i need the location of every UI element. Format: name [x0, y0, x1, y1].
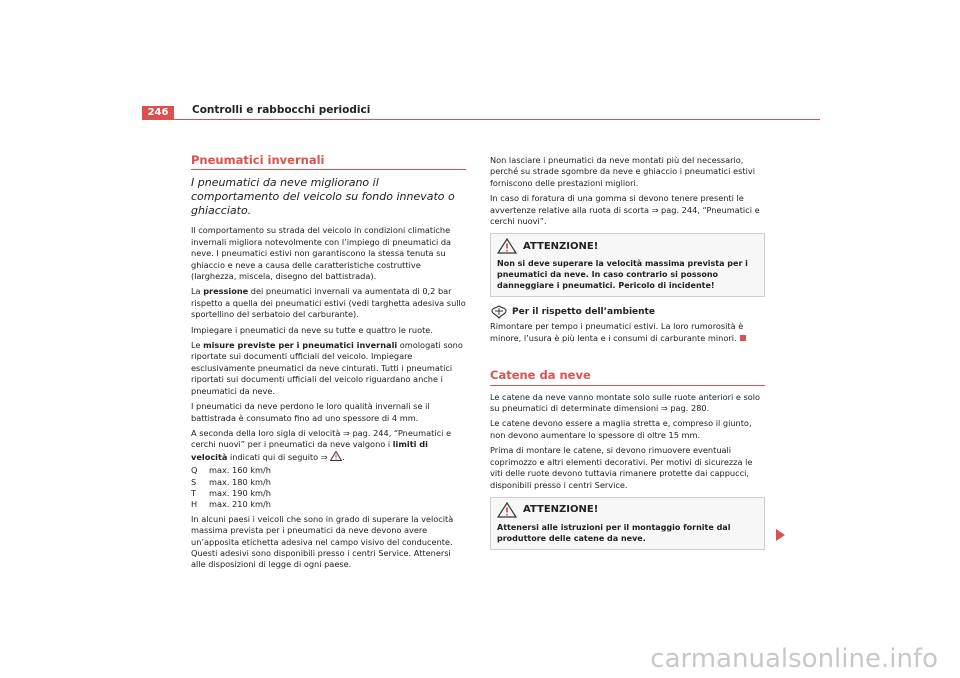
paragraph: Prima di montare le catene, si devono rimuovere eventuali coprimozzo e altri elementi decorativi. Per motivi di sicurezza le viti delle ruote devono tuttavia rimanere protette dai cappucci, disponibili presso i centri Service. — [490, 445, 753, 490]
page-number: 246 — [142, 106, 174, 119]
paragraph: Le misure previste per i pneumatici invernali omologati sono riportate sui documenti ufficiali del veicolo. Impiegare esclusivamente pneumatici da neve cinturati. Tutti i pneumatici riportati sui documenti ufficiali del veicolo riguardano anche i pneumatici da neve. — [191, 340, 463, 396]
speed-row: H max. 210 km/h — [191, 499, 271, 510]
header-rule — [142, 119, 820, 120]
section-rule — [191, 169, 466, 170]
paragraph: A seconda della loro sigla di velocità ⇒ pag. 244, “Pneumatici e cerchi nuovi” per i pneumatici da neve valgono i limiti di velocità indicati qui di seguito ⇒ . — [191, 427, 451, 462]
warning-box — [490, 233, 765, 297]
warning-text: Attenersi alle istruzioni per il montaggio fornite dal produttore delle catene da neve. — [497, 522, 731, 543]
paragraph: La pressione dei pneumatici invernali va aumentata di 0,2 bar rispetto a quella dei pneumatici estivi (vedi targhetta adesiva sullo sportellino del serbatoio del carburante). — [191, 286, 466, 320]
speed-row: T max. 190 km/h — [191, 487, 271, 498]
paragraph: Non lasciare i pneumatici da neve montati più del necessario, perché su strade sgombre da neve e ghiaccio i pneumatici estivi forniscono delle prestazioni migliori. — [490, 155, 755, 188]
paragraph: In alcuni paesi i veicoli che sono in grado di superare la velocità massima prevista per i pneumatici da neve devono avere un’apposita etichetta adesiva nel campo visivo del conducente. Questi adesivi sono disponibili presso i centri Service. Attenersi alle disposizioni di legge di ogni paese. — [191, 513, 454, 570]
section-rule — [490, 385, 765, 386]
paragraph: Le catene devono essere a maglia stretta e, compreso il giunto, non devono aumentare lo spessore di oltre 15 mm. — [490, 418, 752, 440]
right-column — [490, 155, 765, 558]
running-header-title: Controlli e rabbocchi periodici — [192, 104, 371, 116]
speed-row: Q max. 160 km/h — [191, 465, 271, 476]
warning-triangle-icon — [497, 238, 517, 254]
paragraph: Le catene da neve vanno montate solo sulle ruote anteriori e solo su pneumatici di determinate dimensioni ⇒ pag. 280. — [490, 391, 761, 414]
left-column — [191, 155, 466, 575]
warning-title: ATTENZIONE! — [523, 504, 599, 516]
speed-row: S max. 180 km/h — [191, 476, 271, 487]
paragraph: Rimontare per tempo i pneumatici estivi. La loro rumorosità è minore, l’usura è più lenta e i consumi di carburante minori. — [490, 321, 765, 344]
section-title-snow-chains: Catene da neve — [490, 368, 591, 383]
end-mark — [740, 335, 746, 341]
section-subtitle: I pneumatici da neve migliorano il comportamento del veicolo su fondo innevato o ghiacciato. — [191, 176, 455, 218]
section-title-winter-tyres: Pneumatici invernali — [191, 153, 325, 167]
warning-title: ATTENZIONE! — [523, 240, 599, 252]
environment-heading: Per il rispetto dell’ambiente — [490, 305, 765, 319]
speed-limits-list — [191, 465, 466, 511]
warning-box — [490, 497, 765, 550]
paragraph: Impiegare i pneumatici da neve su tutte e quattro le ruote. — [191, 324, 433, 335]
environment-icon — [490, 305, 508, 319]
paragraph: I pneumatici da neve perdono le loro qualità invernali se il battistrada è consumato fino ad uno spessore di 4 mm. — [191, 401, 430, 423]
warning-text: Non si deve superare la velocità massima prevista per i pneumatici da neve. In caso contrario si possono danneggiare i pneumatici. Pericolo di incidente! — [497, 259, 748, 291]
paragraph: In caso di foratura di una gomma si devono tenere presenti le avvertenze relative alla ruota di scorta ⇒ pag. 244, “Pneumatici e cerchi nuovi”. — [490, 193, 760, 227]
paragraph: Il comportamento su strada del veicolo in condizioni climatiche invernali migliora notevolmente con l’impiego di pneumatici da neve. I pneumatici estivi non garantiscono la stessa tenuta su ghiaccio e neve a causa delle caratteristiche costruttive (larghezza, miscela, disegno del battistrada). — [191, 225, 452, 282]
warning-triangle-icon — [497, 502, 517, 518]
warning-triangle-icon — [330, 451, 342, 461]
watermark: carmanualsonline.info — [650, 644, 938, 674]
next-page-arrow-icon[interactable] — [776, 529, 785, 541]
